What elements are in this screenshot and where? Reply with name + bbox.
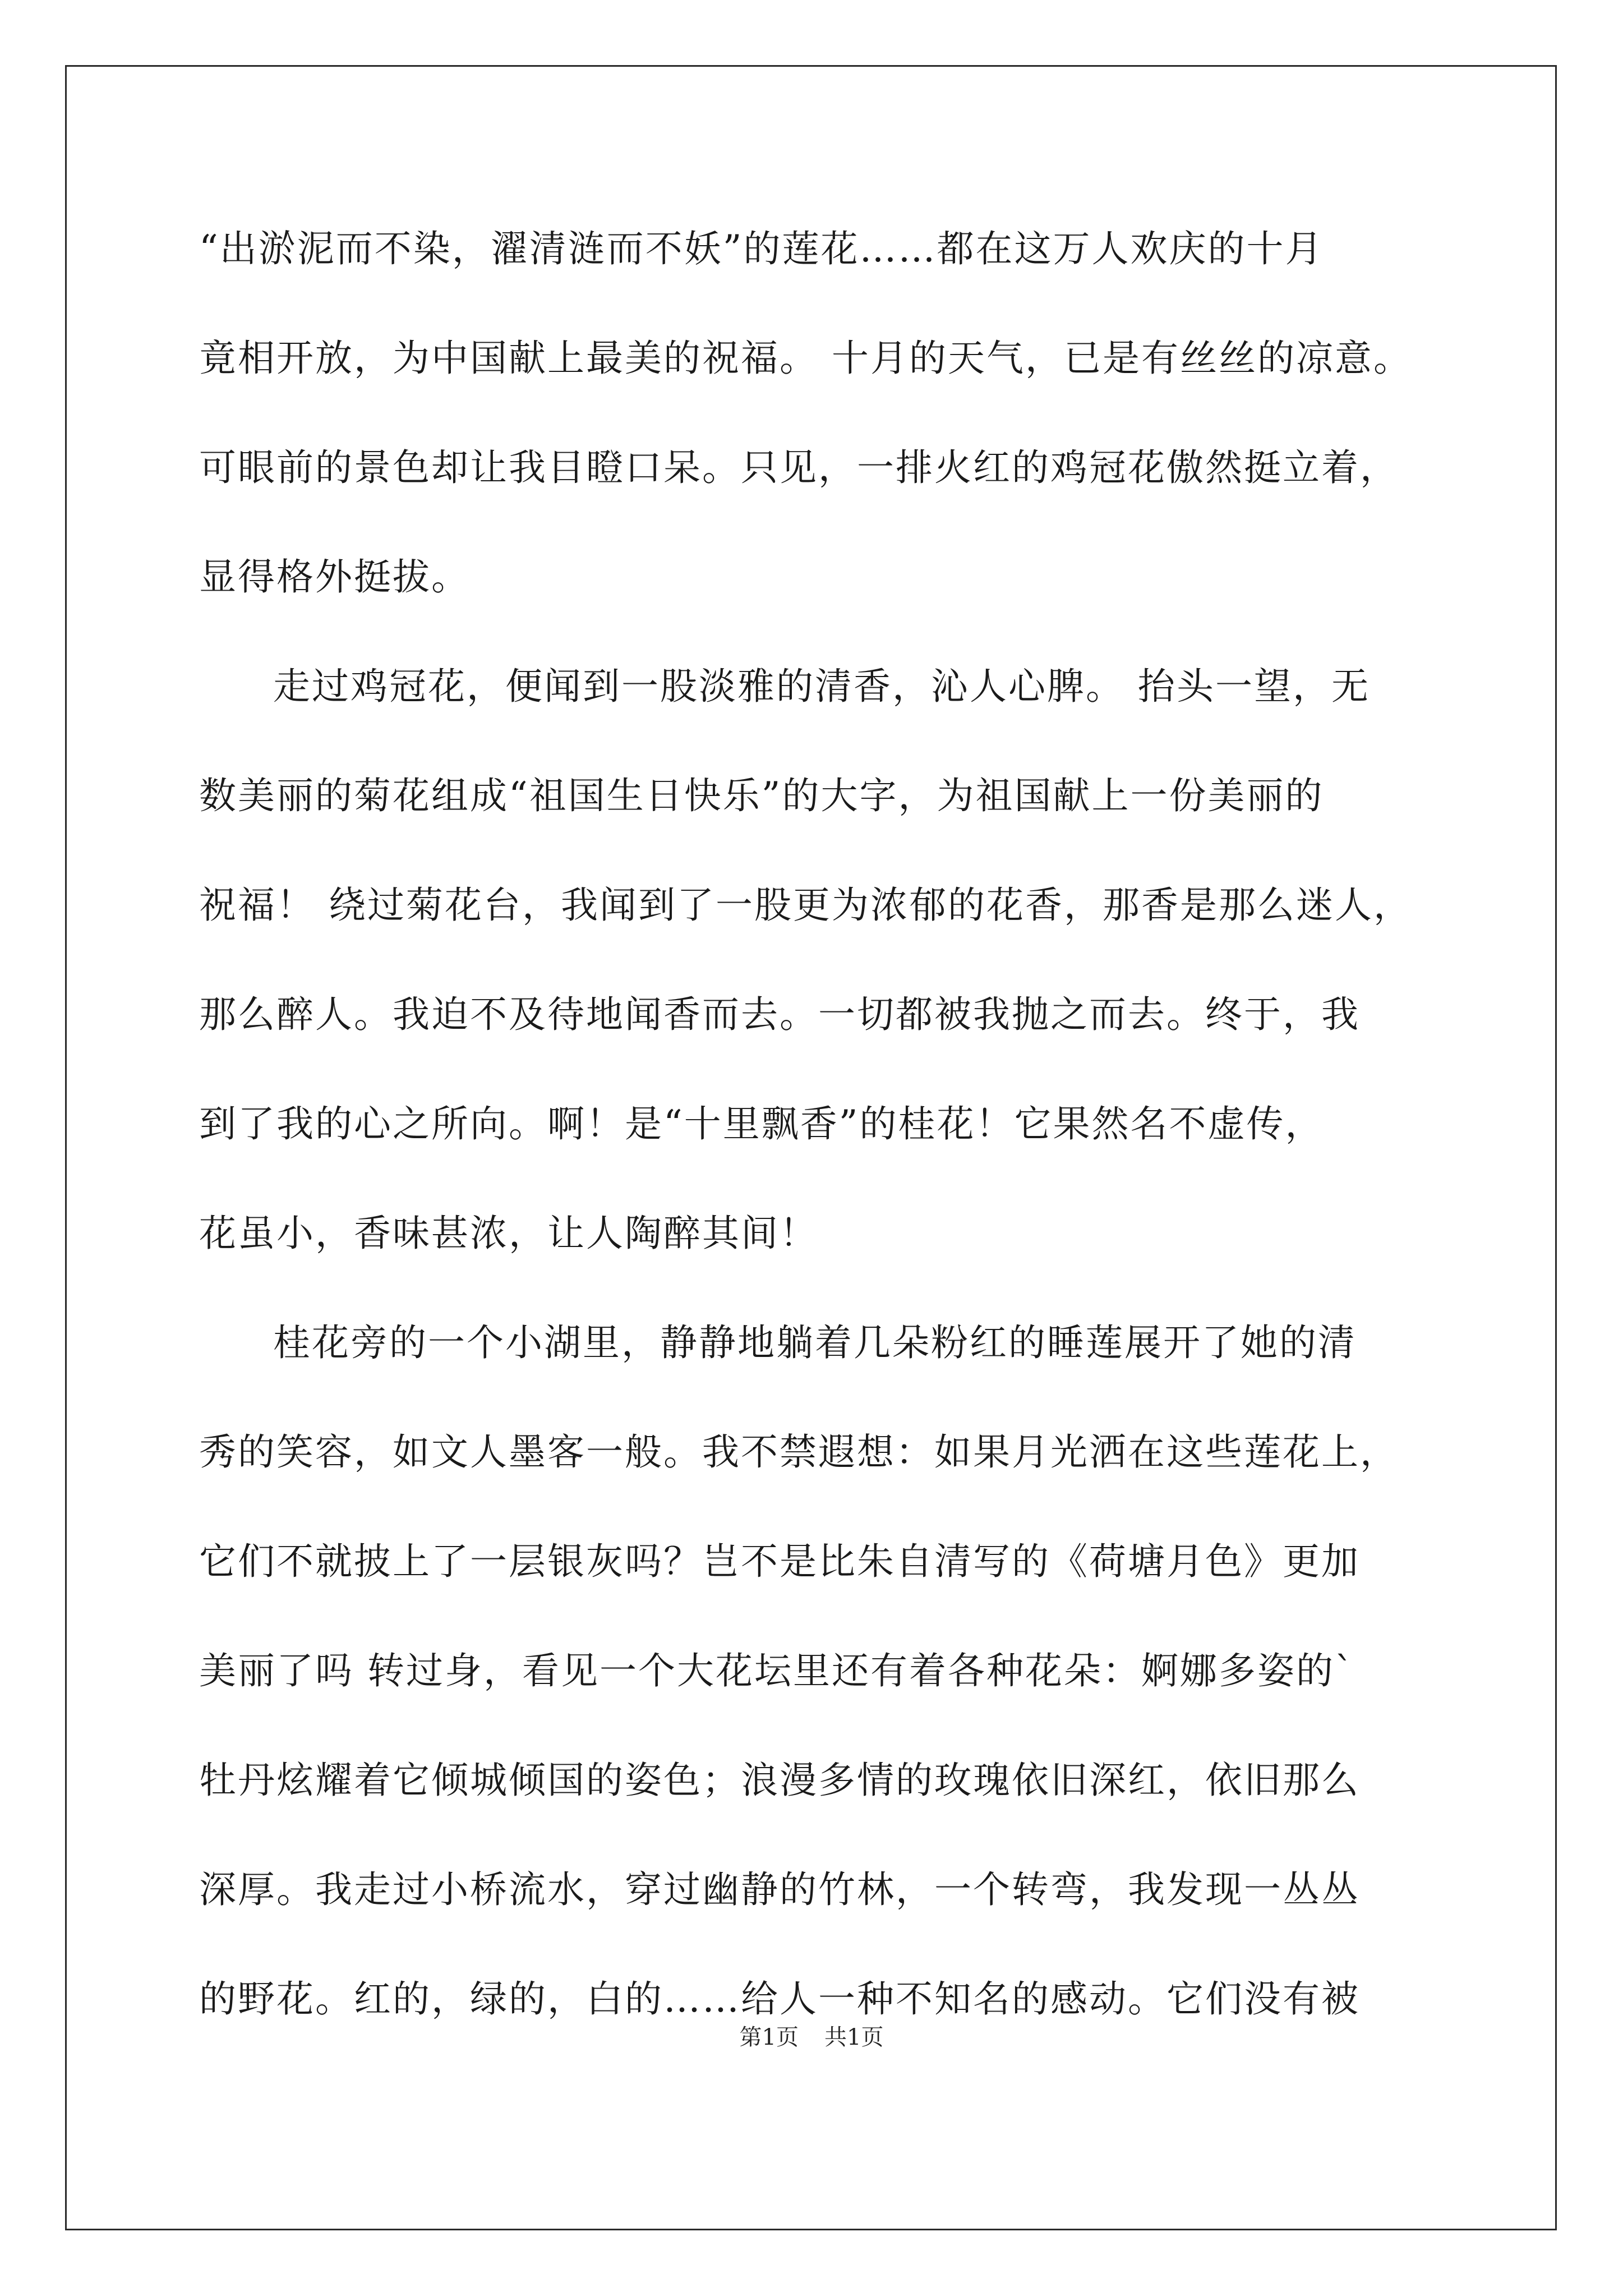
text-line: 数美丽的菊花组成“祖国生日快乐”的大字，为祖国献上一份美丽的 <box>199 774 1324 817</box>
text-line: 竟相开放，为中国献上最美的祝福。 十月的天气，已是有丝丝的凉意。 <box>199 337 1412 380</box>
text-line: 深厚。我走过小桥流水，穿过幽静的竹林，一个转弯，我发现一丛丛 <box>199 1868 1360 1911</box>
text-line: 牡丹炫耀着它倾城倾国的姿色；浪漫多情的玫瑰依旧深红，依旧那么 <box>199 1759 1360 1802</box>
text-line: 那么醉人。我迫不及待地闻香而去。一切都被我抛之而去。终于，我 <box>199 993 1360 1036</box>
text-line: 显得格外挺拔。 <box>199 555 470 599</box>
text-line: 到了我的心之所向。啊！是“十里飘香”的桂花！它果然名不虚传， <box>199 1102 1324 1145</box>
text-line: 花虽小，香味甚浓，让人陶醉其间！ <box>199 1212 818 1255</box>
text-line: 秀的笑容，如文人墨客一般。我不禁遐想：如果月光洒在这些莲花上， <box>199 1430 1399 1474</box>
document-body <box>199 216 1483 2076</box>
paragraph-start-line: 桂花旁的一个小湖里，静静地躺着几朵粉红的睡莲展开了她的清 <box>273 1321 1357 1364</box>
text-line: 的野花。红的，绿的，白的……给人一种不知名的感动。它们没有被 <box>199 1977 1360 2021</box>
page-total: 共1页 <box>824 2024 884 2050</box>
paragraph-start-line: 走过鸡冠花，便闻到一股淡雅的清香，沁人心脾。 抬头一望，无 <box>273 665 1370 708</box>
text-line: 它们不就披上了一层银灰吗？岂不是比朱自清写的《荷塘月色》更加 <box>199 1540 1360 1583</box>
text-line: “出淤泥而不染，濯清涟而不妖”的莲花……都在这万人欢庆的十月 <box>199 227 1324 270</box>
text-line: 祝福！ 绕过菊花台，我闻到了一股更为浓郁的花香，那香是那么迷人， <box>199 884 1412 927</box>
page-number: 第1页 <box>739 2024 799 2050</box>
page-footer <box>0 2019 1623 2051</box>
text-line: 美丽了吗 转过身，看见一个大花坛里还有着各种花朵：婀娜多姿的` <box>199 1649 1355 1692</box>
text-line: 可眼前的景色却让我目瞪口呆。只见，一排火红的鸡冠花傲然挺立着， <box>199 446 1399 489</box>
